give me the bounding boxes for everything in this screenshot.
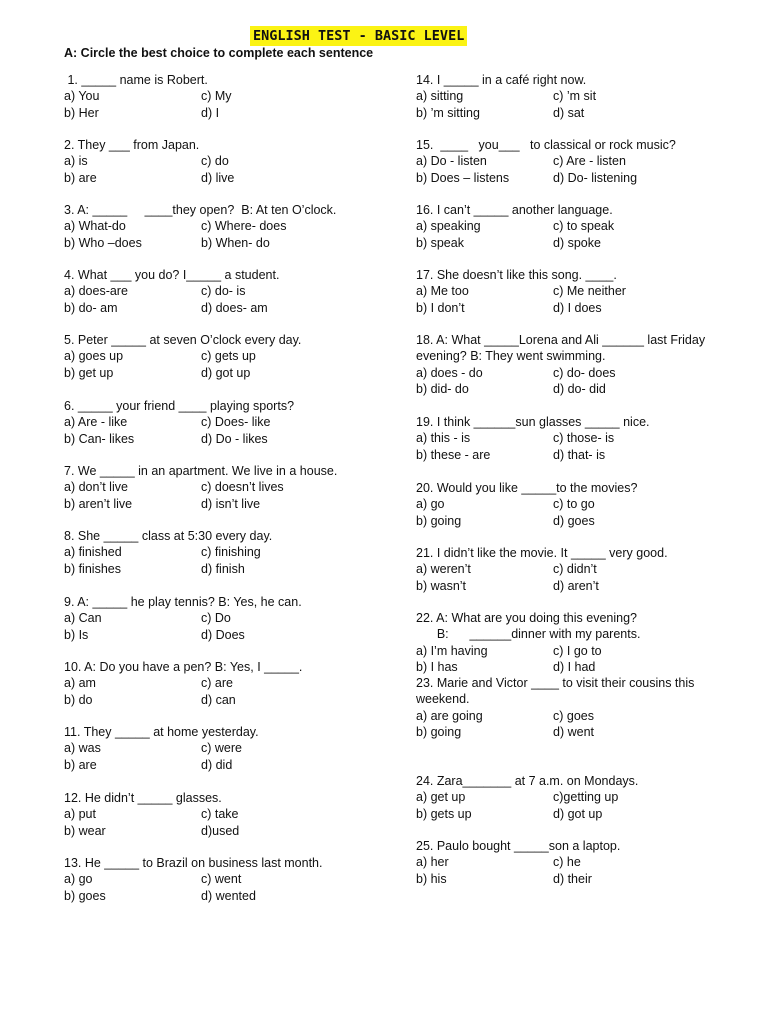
answer-option[interactable]: b) do: [64, 692, 93, 707]
answer-option[interactable]: b) aren’t live: [64, 496, 133, 511]
question-6: [64, 398, 394, 447]
question-12: [64, 790, 394, 839]
question-text: 15. ____ you___ to classical or rock music?: [416, 138, 676, 152]
option-row: [64, 610, 394, 626]
option-row: [64, 283, 394, 299]
question-18: [416, 332, 746, 398]
answer-option[interactable]: c) do: [201, 154, 229, 169]
question-text: 4. What ___ you do? I_____ a student.: [64, 268, 280, 282]
question-text: 19. I think ______sun glasses _____ nice.: [416, 415, 650, 429]
option-row: [64, 692, 394, 708]
option-row: [416, 789, 746, 805]
answer-option[interactable]: a) I’m having: [416, 643, 488, 658]
answer-option[interactable]: a) finished: [64, 545, 122, 560]
question-text: 8. She _____ class at 5:30 every day.: [64, 529, 273, 543]
option-row: [416, 659, 746, 675]
option-row: [64, 300, 394, 316]
answer-option[interactable]: d) Do - likes: [201, 431, 268, 446]
answer-option[interactable]: c) to go: [553, 497, 595, 512]
answer-option[interactable]: c) Are - listen: [553, 154, 626, 169]
answer-option[interactable]: b) did- do: [416, 382, 469, 397]
question-text: 7. We _____ in an apartment. We live in a house.: [64, 464, 338, 478]
option-row: [416, 561, 746, 577]
answer-option[interactable]: b) his: [416, 871, 447, 886]
answer-option[interactable]: a) go: [416, 497, 445, 512]
answer-option[interactable]: d) finish: [201, 561, 245, 576]
option-row: [64, 88, 394, 104]
option-row: [64, 218, 394, 234]
option-row: [64, 675, 394, 691]
answer-option[interactable]: a) is: [64, 154, 88, 169]
answer-option[interactable]: d) Do- listening: [553, 170, 638, 185]
answer-option[interactable]: a) does - do: [416, 365, 483, 380]
question-19: [416, 414, 746, 463]
question-23: [416, 675, 746, 741]
answer-option[interactable]: b) finishes: [64, 561, 121, 576]
option-row: [416, 235, 746, 251]
question-3: [64, 202, 394, 251]
option-row: [64, 105, 394, 121]
answer-option[interactable]: c) I go to: [553, 643, 602, 658]
answer-option[interactable]: a) Can: [64, 611, 102, 626]
answer-option[interactable]: b) going: [416, 725, 462, 740]
answer-option[interactable]: b) I don’t: [416, 300, 465, 315]
answer-option[interactable]: b) wasn’t: [416, 578, 467, 593]
answer-option[interactable]: c) gets up: [201, 349, 256, 364]
answer-option[interactable]: b) wear: [64, 823, 106, 838]
option-row: [416, 643, 746, 659]
question-15: [416, 137, 746, 186]
answer-option[interactable]: c) those- is: [553, 431, 615, 446]
answer-option[interactable]: c) finishing: [201, 545, 261, 560]
answer-option[interactable]: a) am: [64, 676, 96, 691]
question-text: 12. He didn’t _____ glasses.: [64, 791, 222, 805]
answer-option[interactable]: c) doesn’t lives: [201, 480, 284, 495]
answer-option[interactable]: b) ’m sitting: [416, 105, 480, 120]
answer-option[interactable]: b) Is: [64, 627, 89, 642]
question-21: [416, 545, 746, 594]
question-text: 18. A: What _____Lorena and Ali ______ last Friday evening? B: They went swimming.: [416, 333, 706, 364]
option-row: [64, 871, 394, 887]
option-row: [64, 757, 394, 773]
question-24: [416, 773, 746, 822]
answer-option[interactable]: c)getting up: [553, 790, 619, 805]
answer-option[interactable]: d) their: [553, 871, 592, 886]
answer-option[interactable]: a) What-do: [64, 219, 126, 234]
answer-option[interactable]: d) that- is: [553, 447, 606, 462]
answer-option[interactable]: d) I had: [553, 660, 596, 675]
option-row: [416, 365, 746, 381]
answer-option[interactable]: a) put: [64, 807, 96, 822]
answer-option[interactable]: c) Does- like: [201, 415, 271, 430]
answer-option[interactable]: d) I: [201, 105, 220, 120]
question-text: 5. Peter _____ at seven O’clock every day.: [64, 333, 302, 347]
option-row: [416, 283, 746, 299]
question-2: [64, 137, 394, 186]
answer-option[interactable]: b) going: [416, 513, 462, 528]
option-row: [416, 578, 746, 594]
answer-option[interactable]: c) he: [553, 855, 581, 870]
option-row: [64, 153, 394, 169]
question-8: [64, 528, 394, 577]
answer-option[interactable]: d) Does: [201, 627, 245, 642]
answer-option[interactable]: d) spoke: [553, 235, 601, 250]
answer-option[interactable]: d) did: [201, 757, 233, 772]
option-row: [416, 806, 746, 822]
answer-option[interactable]: a) You: [64, 89, 100, 104]
answer-option[interactable]: b) get up: [64, 365, 114, 380]
answer-option[interactable]: a) does-are: [64, 284, 128, 299]
question-22: [416, 610, 746, 676]
question-text: 3. A: _____ ____they open? B: At ten O’clock.: [64, 203, 337, 217]
question-17: [416, 267, 746, 316]
question-text-line2: B: ______dinner with my parents.: [416, 627, 641, 642]
answer-option[interactable]: b) Who –does: [64, 235, 142, 250]
answer-option[interactable]: d) isn’t live: [201, 496, 261, 511]
question-text: 20. Would you like _____to the movies?: [416, 481, 638, 495]
question-text: 17. She doesn’t like this song. ____.: [416, 268, 617, 282]
answer-option[interactable]: b) speak: [416, 235, 464, 250]
option-row: [64, 740, 394, 756]
answer-option[interactable]: d) goes: [553, 513, 595, 528]
option-row: [416, 300, 746, 316]
instructions: A: Circle the best choice to complete each sentence: [64, 46, 374, 60]
question-7: [64, 463, 394, 512]
option-row: [416, 88, 746, 104]
answer-option[interactable]: d) wented: [201, 888, 256, 903]
answer-option[interactable]: a) speaking: [416, 219, 481, 234]
question-text: 22. A: What are you doing this evening?: [416, 611, 637, 625]
question-20: [416, 480, 746, 529]
option-row: [416, 724, 746, 740]
answer-option[interactable]: a) Me too: [416, 284, 469, 299]
answer-option[interactable]: b) When- do: [201, 235, 270, 250]
question-4: [64, 267, 394, 316]
answer-option[interactable]: a) goes up: [64, 349, 124, 364]
answer-option[interactable]: a) Do - listen: [416, 154, 487, 169]
answer-option[interactable]: b) gets up: [416, 806, 472, 821]
question-10: [64, 659, 394, 708]
answer-option[interactable]: c) went: [201, 872, 242, 887]
answer-option[interactable]: b) are: [64, 170, 97, 185]
option-row: [416, 430, 746, 446]
answer-option[interactable]: d) live: [201, 170, 235, 185]
option-row: [64, 496, 394, 512]
question-5: [64, 332, 394, 381]
option-row: [64, 806, 394, 822]
question-text: 11. They _____ at home yesterday.: [64, 725, 259, 739]
option-row: [416, 381, 746, 397]
option-row: [64, 561, 394, 577]
option-row: [416, 496, 746, 512]
answer-option[interactable]: c) take: [201, 807, 239, 822]
option-row: [64, 414, 394, 430]
answer-option[interactable]: b) goes: [64, 888, 106, 903]
option-row: [64, 479, 394, 495]
answer-option[interactable]: b) these - are: [416, 447, 491, 462]
answer-option[interactable]: d) got up: [553, 806, 603, 821]
option-row: [416, 153, 746, 169]
answer-option[interactable]: a) Are - like: [64, 415, 128, 430]
answer-option[interactable]: d) sat: [553, 105, 585, 120]
answer-option[interactable]: b) are: [64, 757, 97, 772]
answer-option[interactable]: a) her: [416, 855, 449, 870]
question-text: 6. _____ your friend ____ playing sports?: [64, 399, 295, 413]
answer-option[interactable]: c) Me neither: [553, 284, 626, 299]
answer-option[interactable]: b) Does – listens: [416, 170, 510, 185]
answer-option[interactable]: c) are: [201, 676, 233, 691]
option-row: [64, 823, 394, 839]
answer-option[interactable]: d)used: [201, 823, 240, 838]
option-row: [416, 871, 746, 887]
answer-option[interactable]: d) got up: [201, 365, 251, 380]
answer-option[interactable]: c) do- is: [201, 284, 246, 299]
answer-option[interactable]: a) weren’t: [416, 562, 471, 577]
answer-option[interactable]: a) sitting: [416, 89, 464, 104]
option-row: [416, 447, 746, 463]
option-row: [416, 170, 746, 186]
answer-option[interactable]: b) do- am: [64, 300, 118, 315]
answer-option[interactable]: b) I has: [416, 660, 458, 675]
question-text: 1. _____ name is Robert.: [64, 73, 208, 87]
answer-option[interactable]: c) My: [201, 89, 232, 104]
option-row: [64, 431, 394, 447]
answer-option[interactable]: b) Her: [64, 105, 99, 120]
answer-option[interactable]: b) Can- likes: [64, 431, 135, 446]
option-row: [64, 888, 394, 904]
answer-option[interactable]: d) do- did: [553, 382, 606, 397]
question-14: [416, 72, 746, 121]
test-title: ENGLISH TEST - BASIC LEVEL: [250, 26, 467, 46]
answer-option[interactable]: d) aren’t: [553, 578, 599, 593]
question-11: [64, 724, 394, 773]
question-text: 14. I _____ in a café right now.: [416, 73, 587, 87]
option-row: [64, 235, 394, 251]
answer-option[interactable]: c) Do: [201, 611, 231, 626]
question-text: 2. They ___ from Japan.: [64, 138, 200, 152]
question-text: 9. A: _____ he play tennis? B: Yes, he can.: [64, 595, 302, 609]
answer-option[interactable]: c) didn’t: [553, 562, 597, 577]
option-row: [416, 513, 746, 529]
question-text: 23. Marie and Victor ____ to visit their cousins this weekend.: [416, 676, 695, 707]
question-text: 10. A: Do you have a pen? B: Yes, I _____.: [64, 660, 303, 674]
option-row: [64, 170, 394, 186]
option-row: [64, 365, 394, 381]
option-row: [64, 544, 394, 560]
answer-option[interactable]: a) get up: [416, 790, 466, 805]
answer-option[interactable]: c) do- does: [553, 365, 616, 380]
question-1: [64, 72, 394, 121]
answer-option[interactable]: a) was: [64, 741, 101, 756]
answer-option[interactable]: c) were: [201, 741, 242, 756]
option-row: [416, 218, 746, 234]
question-text: 21. I didn’t like the movie. It _____ very good.: [416, 546, 668, 560]
option-row: [416, 105, 746, 121]
answer-option[interactable]: a) don’t live: [64, 480, 128, 495]
answer-option[interactable]: d) can: [201, 692, 236, 707]
question-text: 13. He _____ to Brazil on business last month.: [64, 856, 323, 870]
question-text: 24. Zara_______ at 7 a.m. on Mondays.: [416, 774, 639, 788]
answer-option[interactable]: d) went: [553, 725, 594, 740]
question-25: [416, 838, 746, 887]
question-text: 16. I can’t _____ another language.: [416, 203, 613, 217]
option-row: [64, 348, 394, 364]
answer-option[interactable]: c) ’m sit: [553, 89, 597, 104]
answer-option[interactable]: c) to speak: [553, 219, 615, 234]
question-16: [416, 202, 746, 251]
answer-option[interactable]: a) this - is: [416, 431, 471, 446]
question-13: [64, 855, 394, 904]
option-row: [416, 854, 746, 870]
answer-option[interactable]: d) does- am: [201, 300, 268, 315]
answer-option[interactable]: d) I does: [553, 300, 602, 315]
question-text: 25. Paulo bought _____son a laptop.: [416, 839, 621, 853]
option-row: [416, 708, 746, 724]
answer-option[interactable]: c) goes: [553, 708, 594, 723]
answer-option[interactable]: a) go: [64, 872, 93, 887]
option-row: [64, 627, 394, 643]
answer-option[interactable]: a) are going: [416, 708, 483, 723]
answer-option[interactable]: c) Where- does: [201, 219, 287, 234]
question-9: [64, 594, 394, 643]
